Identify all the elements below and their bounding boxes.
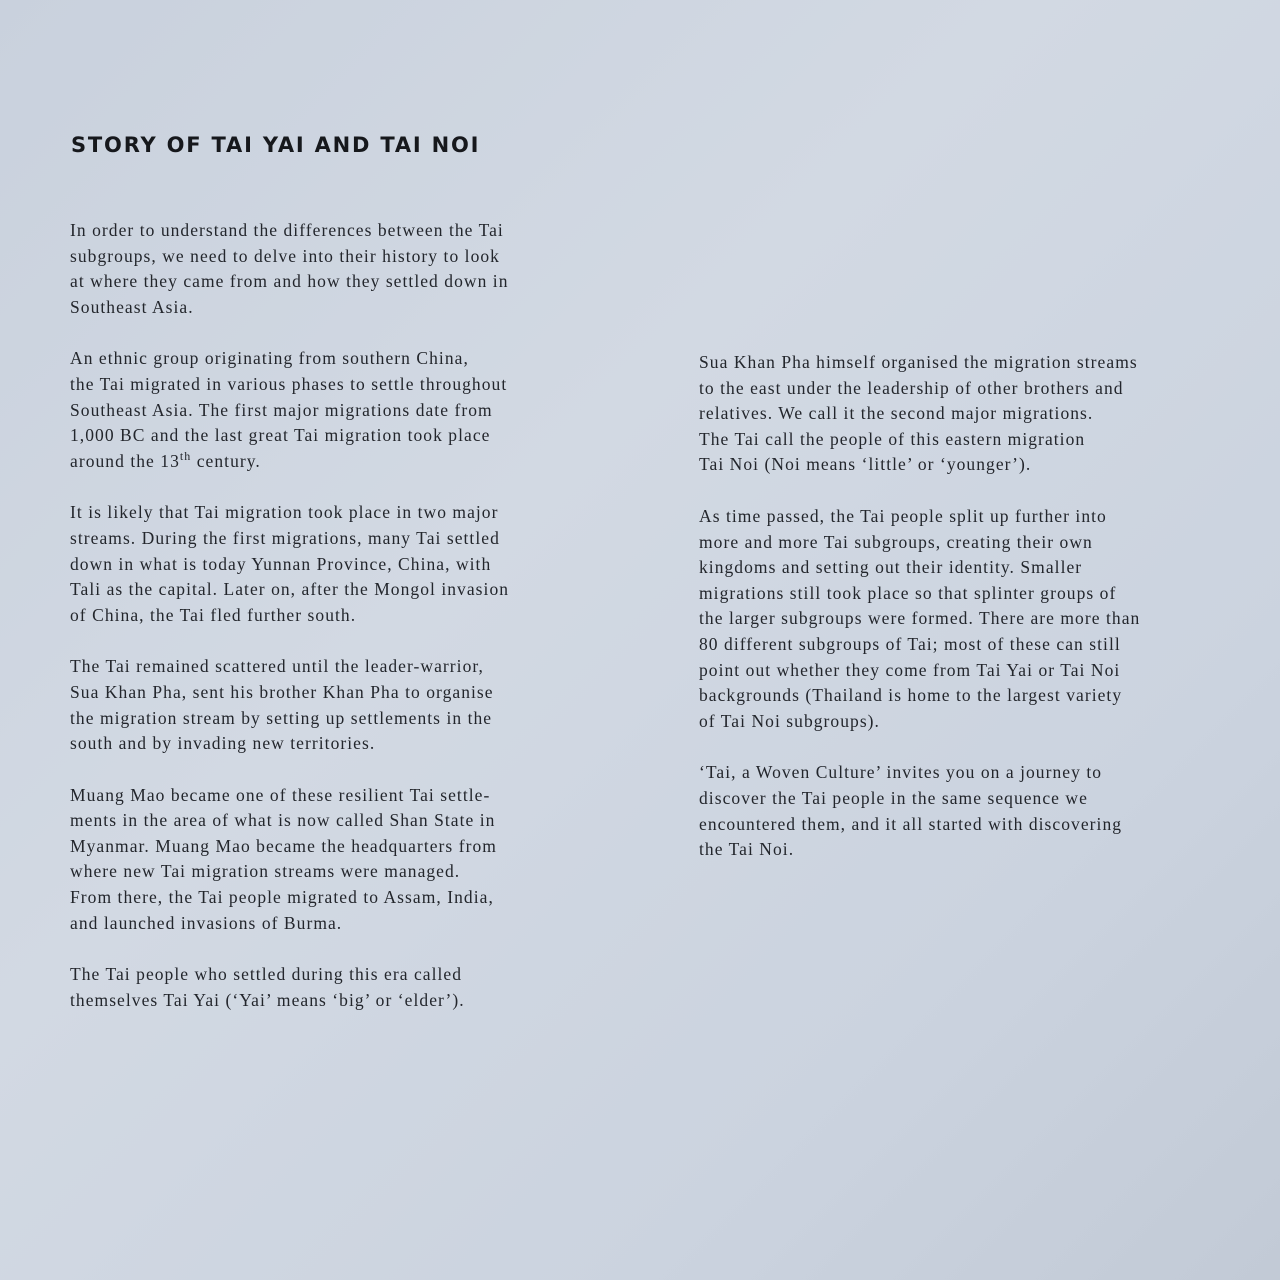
- paragraph: [70, 654, 630, 756]
- text-line: at where they came from and how they settled down in: [70, 271, 509, 292]
- text-line: south and by invading new territories.: [70, 733, 376, 754]
- text-line: From there, the Tai people migrated to Assam, India,: [70, 887, 494, 908]
- right-column: [699, 350, 1259, 889]
- text-line: As time passed, the Tai people split up further into: [699, 505, 1107, 526]
- text-line: the Tai migrated in various phases to settle throughout: [70, 373, 508, 394]
- text-line: the migration stream by setting up settlements in the: [70, 707, 493, 728]
- text-line: point out whether they come from Tai Yai or Tai Noi: [699, 659, 1121, 680]
- text-line: themselves Tai Yai (‘Yai’ means ‘big’ or ‘elder’).: [70, 989, 465, 1010]
- paragraph: [70, 346, 630, 474]
- text-line: Muang Mao became one of these resilient Tai settle-: [70, 784, 491, 805]
- text-line: In order to understand the differences between the Tai: [70, 220, 504, 240]
- text-line: of China, the Tai fled further south.: [70, 604, 357, 625]
- text-line: The Tai remained scattered until the leader-warrior,: [70, 656, 484, 677]
- paragraph: [699, 504, 1259, 734]
- text-line: of Tai Noi subgroups).: [699, 710, 880, 731]
- paragraph: [699, 350, 1259, 478]
- page-title: STORY OF TAI YAI AND TAI NOI: [71, 133, 481, 157]
- text-line: encountered them, and it all started with discovering: [699, 813, 1123, 834]
- text-line: relatives. We call it the second major migrations.: [699, 403, 1094, 424]
- text-line: where new Tai migration streams were managed.: [70, 861, 461, 882]
- text-line: kingdoms and setting out their identity. Smaller: [699, 557, 1083, 578]
- paragraph: [70, 500, 630, 628]
- text-line: backgrounds (Thailand is home to the largest variety: [699, 685, 1123, 706]
- text-line: the larger subgroups were formed. There are more than: [699, 608, 1141, 629]
- text-line: An ethnic group originating from southern China,: [70, 348, 469, 369]
- text-line: subgroups, we need to delve into their history to look: [70, 245, 500, 266]
- text-line: and launched invasions of Burma.: [70, 912, 343, 933]
- text-line: Sua Khan Pha, sent his brother Khan Pha to organise: [70, 681, 494, 702]
- left-column: [70, 218, 630, 1039]
- text-line-century: [70, 449, 630, 475]
- text-line: more and more Tai subgroups, creating their own: [699, 531, 1093, 552]
- text-line: Tali as the capital. Later on, after the Mongol invasion: [70, 579, 510, 600]
- text-line: the Tai Noi.: [699, 839, 795, 860]
- text-line: The Tai call the people of this eastern migration: [699, 428, 1086, 449]
- text-line: ‘Tai, a Woven Culture’ invites you on a journey to: [699, 762, 1103, 783]
- text-line: streams. During the first migrations, many Tai settled: [70, 527, 500, 548]
- text-line: Sua Khan Pha himself organised the migration streams: [699, 352, 1138, 372]
- text-line: migrations still took place so that splinter groups of: [699, 582, 1117, 603]
- text-line: ments in the area of what is now called Shan State in: [70, 810, 496, 831]
- text-line: It is likely that Tai migration took place in two major: [70, 502, 499, 523]
- text-line: discover the Tai people in the same sequence we: [699, 787, 1088, 808]
- paragraph: [70, 218, 630, 320]
- text-line: Myanmar. Muang Mao became the headquarters from: [70, 835, 497, 856]
- text-line: The Tai people who settled during this era called: [70, 964, 463, 985]
- paragraph: [70, 962, 630, 1013]
- text-line: to the east under the leadership of other brothers and: [699, 377, 1124, 398]
- text-line: Tai Noi (Noi means ‘little’ or ‘younger’).: [699, 454, 1032, 475]
- text-line: down in what is today Yunnan Province, China, with: [70, 553, 492, 574]
- text-line: Southeast Asia.: [70, 296, 194, 317]
- paragraph: [699, 760, 1259, 862]
- century-suffix: century.: [191, 450, 261, 471]
- paragraph: [70, 783, 630, 937]
- text-line: 1,000 BC and the last great Tai migration took place: [70, 425, 491, 446]
- text-line: Southeast Asia. The first major migrations date from: [70, 399, 493, 420]
- ordinal-superscript: th: [179, 448, 192, 463]
- text-line: 80 different subgroups of Tai; most of these can still: [699, 633, 1121, 654]
- century-prefix: around the 13: [70, 450, 180, 471]
